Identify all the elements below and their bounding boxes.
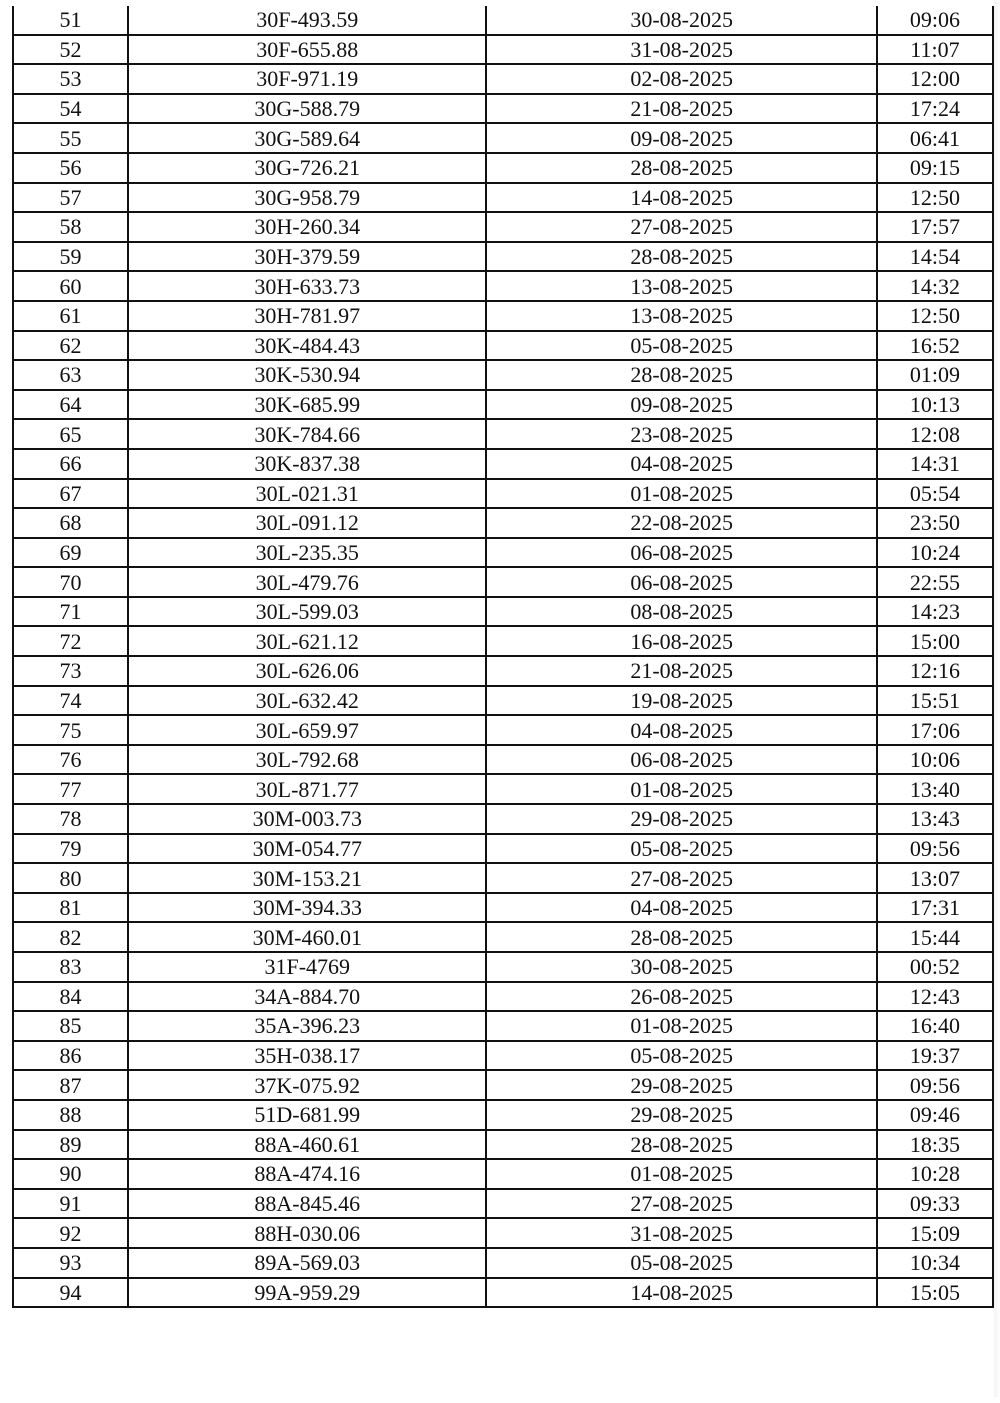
table-row [13, 538, 993, 568]
row-number-cell: 66 [13, 449, 128, 479]
time-cell: 15:51 [877, 686, 993, 716]
row-number-cell: 53 [13, 64, 128, 94]
row-number-cell: 52 [13, 35, 128, 65]
table-row [13, 123, 993, 153]
table-row [13, 952, 993, 982]
time-cell: 17:06 [877, 715, 993, 745]
license-plate-cell: 30K-530.94 [128, 360, 486, 390]
row-number-cell: 77 [13, 774, 128, 804]
license-plate-cell: 30G-726.21 [128, 153, 486, 183]
page-bottom-margin [0, 1397, 1000, 1403]
row-number-cell: 93 [13, 1248, 128, 1278]
row-number-cell: 83 [13, 952, 128, 982]
license-plate-cell: 30G-958.79 [128, 183, 486, 213]
row-number-cell: 58 [13, 212, 128, 242]
table-row [13, 6, 993, 35]
license-plate-cell: 30F-493.59 [128, 6, 486, 35]
row-number-cell: 64 [13, 390, 128, 420]
row-number-cell: 94 [13, 1278, 128, 1308]
table-row [13, 212, 993, 242]
date-cell: 05-08-2025 [486, 1248, 876, 1278]
date-cell: 04-08-2025 [486, 893, 876, 923]
time-cell: 14:54 [877, 242, 993, 272]
license-plate-cell: 30L-479.76 [128, 567, 486, 597]
date-cell: 21-08-2025 [486, 656, 876, 686]
license-plate-cell: 30L-235.35 [128, 538, 486, 568]
row-number-cell: 68 [13, 508, 128, 538]
time-cell: 10:24 [877, 538, 993, 568]
table-row [13, 774, 993, 804]
time-cell: 06:41 [877, 123, 993, 153]
page-edge-shadow [994, 0, 1000, 1403]
date-cell: 28-08-2025 [486, 360, 876, 390]
time-cell: 15:05 [877, 1278, 993, 1308]
table-row [13, 1278, 993, 1308]
time-cell: 12:50 [877, 183, 993, 213]
license-plate-cell: 89A-569.03 [128, 1248, 486, 1278]
date-cell: 09-08-2025 [486, 123, 876, 153]
time-cell: 19:37 [877, 1041, 993, 1071]
license-plate-cell: 88A-845.46 [128, 1189, 486, 1219]
date-cell: 01-08-2025 [486, 774, 876, 804]
license-plate-cell: 30F-655.88 [128, 35, 486, 65]
time-cell: 09:46 [877, 1100, 993, 1130]
license-plate-cell: 30M-003.73 [128, 804, 486, 834]
table-row [13, 94, 993, 124]
row-number-cell: 74 [13, 686, 128, 716]
table-row [13, 656, 993, 686]
time-cell: 16:52 [877, 331, 993, 361]
date-cell: 29-08-2025 [486, 1070, 876, 1100]
license-plate-cell: 30L-626.06 [128, 656, 486, 686]
row-number-cell: 69 [13, 538, 128, 568]
date-cell: 16-08-2025 [486, 626, 876, 656]
date-cell: 04-08-2025 [486, 715, 876, 745]
table-row [13, 893, 993, 923]
date-cell: 05-08-2025 [486, 331, 876, 361]
time-cell: 23:50 [877, 508, 993, 538]
time-cell: 17:24 [877, 94, 993, 124]
time-cell: 12:50 [877, 301, 993, 331]
license-plate-cell: 30L-871.77 [128, 774, 486, 804]
time-cell: 17:31 [877, 893, 993, 923]
row-number-cell: 54 [13, 94, 128, 124]
table-row [13, 1070, 993, 1100]
row-number-cell: 76 [13, 745, 128, 775]
table-row [13, 479, 993, 509]
date-cell: 06-08-2025 [486, 567, 876, 597]
row-number-cell: 89 [13, 1130, 128, 1160]
time-cell: 09:56 [877, 1070, 993, 1100]
time-cell: 10:06 [877, 745, 993, 775]
time-cell: 12:43 [877, 982, 993, 1012]
row-number-cell: 61 [13, 301, 128, 331]
date-cell: 29-08-2025 [486, 1100, 876, 1130]
date-cell: 02-08-2025 [486, 64, 876, 94]
records-table-body [13, 6, 993, 1307]
time-cell: 09:15 [877, 153, 993, 183]
license-plate-cell: 30L-621.12 [128, 626, 486, 656]
row-number-cell: 62 [13, 331, 128, 361]
date-cell: 28-08-2025 [486, 922, 876, 952]
time-cell: 16:40 [877, 1011, 993, 1041]
row-number-cell: 88 [13, 1100, 128, 1130]
time-cell: 10:28 [877, 1159, 993, 1189]
date-cell: 28-08-2025 [486, 242, 876, 272]
date-cell: 30-08-2025 [486, 952, 876, 982]
date-cell: 26-08-2025 [486, 982, 876, 1012]
row-number-cell: 57 [13, 183, 128, 213]
table-row [13, 301, 993, 331]
date-cell: 13-08-2025 [486, 301, 876, 331]
table-row [13, 271, 993, 301]
license-plate-cell: 30M-460.01 [128, 922, 486, 952]
date-cell: 09-08-2025 [486, 390, 876, 420]
row-number-cell: 82 [13, 922, 128, 952]
date-cell: 06-08-2025 [486, 745, 876, 775]
time-cell: 12:16 [877, 656, 993, 686]
table-row [13, 834, 993, 864]
license-plate-cell: 31F-4769 [128, 952, 486, 982]
table-row [13, 242, 993, 272]
date-cell: 28-08-2025 [486, 1130, 876, 1160]
time-cell: 13:43 [877, 804, 993, 834]
license-plate-cell: 30F-971.19 [128, 64, 486, 94]
license-plate-cell: 30L-599.03 [128, 597, 486, 627]
time-cell: 15:09 [877, 1218, 993, 1248]
license-plate-cell: 88H-030.06 [128, 1218, 486, 1248]
row-number-cell: 75 [13, 715, 128, 745]
license-plate-cell: 35A-396.23 [128, 1011, 486, 1041]
table-row [13, 1100, 993, 1130]
date-cell: 06-08-2025 [486, 538, 876, 568]
table-row [13, 863, 993, 893]
time-cell: 00:52 [877, 952, 993, 982]
row-number-cell: 90 [13, 1159, 128, 1189]
date-cell: 05-08-2025 [486, 1041, 876, 1071]
table-row [13, 686, 993, 716]
license-plate-cell: 30G-589.64 [128, 123, 486, 153]
table-row [13, 449, 993, 479]
license-plate-cell: 30H-633.73 [128, 271, 486, 301]
date-cell: 19-08-2025 [486, 686, 876, 716]
license-plate-cell: 37K-075.92 [128, 1070, 486, 1100]
license-plate-cell: 30K-484.43 [128, 331, 486, 361]
date-cell: 31-08-2025 [486, 1218, 876, 1248]
date-cell: 14-08-2025 [486, 1278, 876, 1308]
time-cell: 12:08 [877, 419, 993, 449]
row-number-cell: 51 [13, 6, 128, 35]
table-row [13, 982, 993, 1012]
row-number-cell: 56 [13, 153, 128, 183]
date-cell: 08-08-2025 [486, 597, 876, 627]
row-number-cell: 91 [13, 1189, 128, 1219]
row-number-cell: 72 [13, 626, 128, 656]
license-plate-cell: 30L-091.12 [128, 508, 486, 538]
time-cell: 11:07 [877, 35, 993, 65]
time-cell: 12:00 [877, 64, 993, 94]
license-plate-cell: 30L-632.42 [128, 686, 486, 716]
date-cell: 21-08-2025 [486, 94, 876, 124]
time-cell: 09:33 [877, 1189, 993, 1219]
license-plate-cell: 30M-153.21 [128, 863, 486, 893]
time-cell: 09:06 [877, 6, 993, 35]
date-cell: 01-08-2025 [486, 1011, 876, 1041]
date-cell: 27-08-2025 [486, 212, 876, 242]
license-plate-cell: 30K-685.99 [128, 390, 486, 420]
table-row [13, 331, 993, 361]
date-cell: 01-08-2025 [486, 479, 876, 509]
row-number-cell: 59 [13, 242, 128, 272]
date-cell: 29-08-2025 [486, 804, 876, 834]
time-cell: 05:54 [877, 479, 993, 509]
license-plate-cell: 30H-781.97 [128, 301, 486, 331]
table-row [13, 390, 993, 420]
row-number-cell: 78 [13, 804, 128, 834]
row-number-cell: 86 [13, 1041, 128, 1071]
row-number-cell: 81 [13, 893, 128, 923]
table-row [13, 508, 993, 538]
row-number-cell: 71 [13, 597, 128, 627]
date-cell: 27-08-2025 [486, 863, 876, 893]
license-plate-cell: 34A-884.70 [128, 982, 486, 1012]
table-row [13, 64, 993, 94]
table-row [13, 626, 993, 656]
date-cell: 04-08-2025 [486, 449, 876, 479]
license-plate-cell: 30H-260.34 [128, 212, 486, 242]
row-number-cell: 87 [13, 1070, 128, 1100]
table-row [13, 567, 993, 597]
date-cell: 31-08-2025 [486, 35, 876, 65]
table-row [13, 922, 993, 952]
date-cell: 28-08-2025 [486, 153, 876, 183]
time-cell: 22:55 [877, 567, 993, 597]
time-cell: 01:09 [877, 360, 993, 390]
table-row [13, 153, 993, 183]
time-cell: 17:57 [877, 212, 993, 242]
license-plate-cell: 30G-588.79 [128, 94, 486, 124]
table-row [13, 804, 993, 834]
records-table [12, 6, 994, 1308]
row-number-cell: 67 [13, 479, 128, 509]
time-cell: 14:23 [877, 597, 993, 627]
license-plate-cell: 30M-394.33 [128, 893, 486, 923]
row-number-cell: 70 [13, 567, 128, 597]
row-number-cell: 79 [13, 834, 128, 864]
license-plate-cell: 99A-959.29 [128, 1278, 486, 1308]
license-plate-cell: 88A-460.61 [128, 1130, 486, 1160]
time-cell: 14:31 [877, 449, 993, 479]
table-row [13, 419, 993, 449]
date-cell: 30-08-2025 [486, 6, 876, 35]
time-cell: 10:34 [877, 1248, 993, 1278]
time-cell: 18:35 [877, 1130, 993, 1160]
license-plate-cell: 88A-474.16 [128, 1159, 486, 1189]
time-cell: 14:32 [877, 271, 993, 301]
date-cell: 27-08-2025 [486, 1189, 876, 1219]
license-plate-cell: 30L-792.68 [128, 745, 486, 775]
license-plate-cell: 30L-021.31 [128, 479, 486, 509]
table-row [13, 35, 993, 65]
license-plate-cell: 30K-784.66 [128, 419, 486, 449]
license-plate-cell: 30H-379.59 [128, 242, 486, 272]
table-row [13, 1248, 993, 1278]
date-cell: 23-08-2025 [486, 419, 876, 449]
license-plate-cell: 30M-054.77 [128, 834, 486, 864]
table-row [13, 745, 993, 775]
table-row [13, 1189, 993, 1219]
table-row [13, 183, 993, 213]
license-plate-cell: 35H-038.17 [128, 1041, 486, 1071]
row-number-cell: 80 [13, 863, 128, 893]
table-row [13, 1011, 993, 1041]
date-cell: 13-08-2025 [486, 271, 876, 301]
license-plate-cell: 30L-659.97 [128, 715, 486, 745]
license-plate-cell: 30K-837.38 [128, 449, 486, 479]
row-number-cell: 55 [13, 123, 128, 153]
table-row [13, 1041, 993, 1071]
row-number-cell: 73 [13, 656, 128, 686]
row-number-cell: 63 [13, 360, 128, 390]
date-cell: 14-08-2025 [486, 183, 876, 213]
time-cell: 13:40 [877, 774, 993, 804]
time-cell: 15:44 [877, 922, 993, 952]
row-number-cell: 92 [13, 1218, 128, 1248]
table-row [13, 360, 993, 390]
time-cell: 09:56 [877, 834, 993, 864]
date-cell: 05-08-2025 [486, 834, 876, 864]
license-plate-cell: 51D-681.99 [128, 1100, 486, 1130]
date-cell: 22-08-2025 [486, 508, 876, 538]
table-row [13, 1130, 993, 1160]
row-number-cell: 60 [13, 271, 128, 301]
row-number-cell: 85 [13, 1011, 128, 1041]
table-row [13, 715, 993, 745]
table-row [13, 1218, 993, 1248]
time-cell: 13:07 [877, 863, 993, 893]
time-cell: 15:00 [877, 626, 993, 656]
table-row [13, 597, 993, 627]
date-cell: 01-08-2025 [486, 1159, 876, 1189]
table-row [13, 1159, 993, 1189]
row-number-cell: 65 [13, 419, 128, 449]
time-cell: 10:13 [877, 390, 993, 420]
row-number-cell: 84 [13, 982, 128, 1012]
